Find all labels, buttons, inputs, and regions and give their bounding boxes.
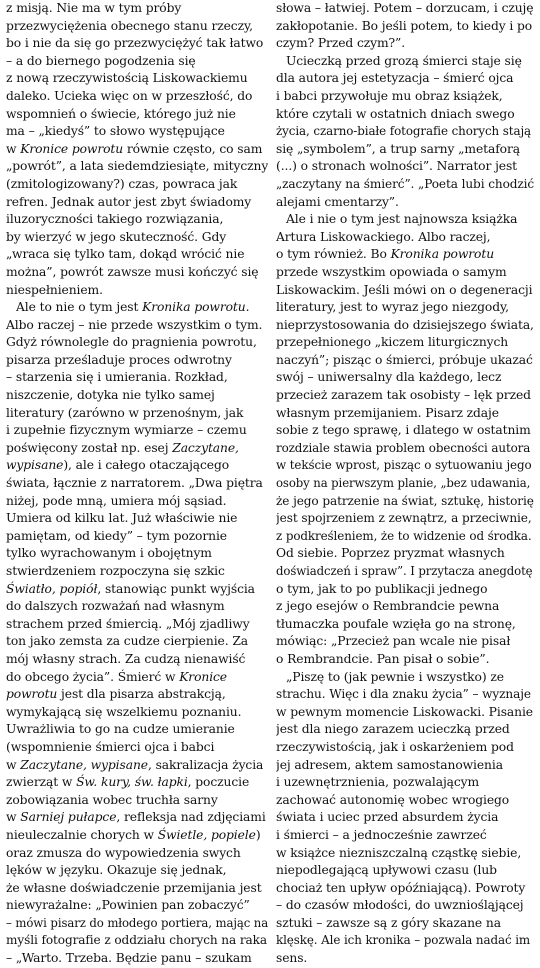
text-line: czym? Przed czym?”. [276, 36, 406, 51]
text-line: zakłopotanie. Bo jeśli potem, to kiedy i po [276, 18, 533, 33]
text-line: i babci przywołuje mu obraz książek, [276, 88, 503, 103]
text-line: (...) o stronach wolności”. Narrator jest [276, 159, 518, 174]
text-segment: zwierząt w [6, 775, 77, 790]
text-line: można”, powrót zawsze musi kończyć się [6, 264, 259, 279]
text-line [6, 669, 268, 687]
text-line: i śmierci – a jednocześnie zawrzeć [276, 827, 487, 842]
text-line: przezwyciężenia obecnego stanu rzeczy, [6, 18, 253, 33]
text-line: Umiera od kilku lat. Już właściwie nie [6, 511, 238, 526]
text-line: literatury, jest to wyraz jego niezgody, [276, 300, 509, 315]
text-line: jej adresem, aktem samostanowienia [276, 757, 503, 772]
italic-title: Zaczytane, wypisane [20, 757, 148, 772]
text-line: niszczenie, dotyka nie tylko samej [6, 388, 215, 403]
text-line [6, 141, 268, 159]
text-line: refren. Jednak autor jest zbyt świadomy [6, 194, 252, 209]
text-segment: nieuleczalnie chorych w [6, 827, 158, 842]
text-line: przecież zarazem tak osobisty – lęk przed [276, 388, 531, 403]
text-line [6, 457, 268, 475]
text-line: tłumaczka poufale wzięła go na stronę, [276, 616, 516, 631]
text-line: niewyrażalne: „Powinien pan zobaczyć” [6, 898, 250, 913]
text-line: w pewnym momencie Liskowacki. Pisanie [276, 704, 533, 719]
text-line: bo i nie da się go przezwyciężyć tak łatwo [6, 36, 264, 51]
text-line: dla autora jej estetyzacja – śmierć ojca [276, 71, 514, 86]
text-line [6, 809, 268, 827]
text-line: nieprzystosowania do dzisiejszego świata, [276, 317, 534, 332]
text-segment: w [6, 810, 21, 825]
text-segment: , refleksja nad zdjęciami [116, 810, 266, 825]
text-segment: . [245, 300, 250, 315]
text-line: klęskę. Ale ich kronika – pozwala nadać im [276, 933, 531, 948]
text-line: ma – „kiedyś” to słowo występujące [6, 124, 225, 139]
text-line: mój własny strach. Za cudzą nienawiść [6, 651, 246, 666]
text-line: iluzoryczności takiego rozwiązania, [6, 212, 224, 227]
text-segment: równie często, co sam [123, 141, 263, 156]
text-line: Liskowackim. Jeśli mówi on o degeneracji [276, 282, 533, 297]
text-segment: Ale to nie o tym jest [16, 300, 143, 315]
text-line: Albo raczej – nie przede wszystkim o tym. [6, 317, 263, 332]
text-line: osoby na pierwszym planie, „bez udawania, [276, 476, 531, 491]
text-line: rozdziale stawia problem obecności autora [276, 440, 531, 455]
text-line: własnym przemijaniem. Pisarz zdaje [276, 405, 499, 420]
text-line: niespełnieniem. [6, 282, 103, 297]
text-line: że jego patrzenie na świat, sztukę, historię [276, 493, 534, 508]
italic-title: Kronice powrotu [20, 141, 124, 156]
text-line: sens. [276, 951, 308, 966]
right-column [276, 0, 534, 968]
text-line: Artura Liskowackiego. Albo raczej, [276, 229, 491, 244]
text-line: naczyń”; pisząc o śmierci, próbuje ukazać [276, 352, 533, 367]
text-line: tylko wyrachowanym i obojętnym [6, 546, 212, 561]
text-segment: do obcego życia”. Śmierć w [6, 669, 180, 684]
text-line: się „symbolem”, a trup sarny „metaforą [276, 141, 520, 156]
italic-title: Kronice [179, 669, 227, 684]
text-line: życia, czarno-białe fotografie chorych stają [276, 124, 532, 139]
italic-title: Sarniej pułapce [20, 810, 117, 825]
text-line: niżej, pode mną, umiera mój sąsiad. [6, 493, 227, 508]
text-line [6, 774, 268, 792]
text-segment: ) [255, 827, 261, 842]
text-line: stwierdzeniem rozpoczyna się szkic [6, 564, 225, 578]
text-line: świata i uciec przed absurdem życia [276, 810, 499, 825]
text-line: w tekście wprost, pisząc o sytuowaniu jego [276, 458, 532, 473]
text-line: strachem przed śmiercią. „Mój zjadliwy [6, 616, 250, 631]
text-segment: , stanowiąc punkt wyjścia [97, 581, 255, 596]
text-line: słowa – łatwiej. Potem – dorzucam, i czuję [276, 1, 534, 15]
text-line: strachu. Więc i dla znaku życia” – wyznaje [276, 687, 531, 702]
text-line [6, 440, 268, 458]
text-line: zachować autonomię wobec wrogiego [276, 792, 510, 807]
italic-title: Kronika powrotu [390, 247, 495, 262]
text-line: które czytali w ostatnich dniach swego [276, 106, 515, 121]
text-line: w książce niezniszczalną cząstkę siebie, [276, 845, 522, 860]
text-line: jest spojrzeniem z zewnątrz, a przeciwnie, [276, 511, 532, 526]
text-segment: o tym również. Bo [276, 247, 391, 262]
text-line: pisarza prześladuje proces odwrotny [6, 352, 232, 367]
text-line: pamiętam, od kiedy” – tym pozornie [6, 528, 227, 543]
text-segment: ), ale i całego otaczającego [63, 458, 230, 473]
text-line: z jego esejów o Rembrandcie pewna [276, 599, 500, 614]
text-line: – „Warto. Trzeba. Będzie panu – szukam [6, 951, 252, 966]
text-line: Ucieczką przed grozą śmierci staje się [286, 53, 522, 68]
text-line: Od siebie. Poprzez pryzmat własnych [276, 546, 505, 561]
text-line: – do czasów młodości, do uwzniośląjącej [276, 898, 524, 913]
italic-title: Kronika powrotu [142, 300, 246, 315]
text-line: do dalszych rozważań nad własnym [6, 599, 225, 614]
text-line: „powrót”, a lata siedemdziesiąte, mityczny [6, 159, 268, 174]
text-line: oraz zmusza do wypowiedzenia swych [6, 845, 241, 860]
text-line: o Rembrandcie. Pan pisał o sobie”. [276, 651, 490, 666]
text-segment: w [6, 141, 21, 156]
text-line: (zmitologizowany?) czas, powraca jak [6, 176, 238, 191]
text-line [6, 827, 268, 845]
text-segment: jest dla pisarza abstrakcją, [57, 687, 226, 702]
text-line [6, 581, 268, 599]
text-line [276, 246, 534, 264]
text-line: rzeczywistością, jak i oskarżeniem pod [276, 739, 514, 754]
text-line: „wraca się tylko tam, dokąd wrócić nie [6, 247, 245, 262]
text-line: „zaczytany na śmierć”. „Poeta lubi chodzić [276, 176, 534, 191]
text-line: że własne doświadczenie przemijania jest [6, 880, 262, 895]
text-segment: poświęcony został np. esej [6, 440, 173, 455]
text-line: wymykającą się wszelkiemu poznaniu. [6, 704, 242, 719]
text-line: „Piszę to (jak pewnie i wszystko) ze [286, 669, 504, 684]
text-line: mówiąc: „Przecież pan wcale nie pisał [276, 634, 511, 649]
text-line: niepodlegającą upływowi czasu (lub [276, 863, 497, 878]
text-line: i uzewnętrznienia, pozwalającym [276, 775, 480, 790]
text-line: swój – uniwersalny dla każdego, lecz [276, 370, 502, 385]
text-line: i zupełnie fizycznym wymiarze – czemu [6, 423, 247, 438]
text-line [6, 757, 268, 775]
text-segment: w [6, 757, 21, 772]
italic-title: Świetle, popiele [157, 827, 256, 842]
text-line: myśli fotografie z oddziału chorych na raka [6, 933, 267, 948]
text-line: Ale i nie o tym jest najnowsza książka [286, 212, 518, 227]
text-line: – mówi pisarz do młodego portiera, mając na [6, 915, 268, 930]
text-line: literatury (zarówno w przenośnym, jak [6, 405, 244, 420]
text-line [6, 299, 268, 317]
text-line: Gdyż równolegle do pragnienia powrotu, [6, 335, 257, 350]
text-line: (wspomnienie śmierci ojca i babci [6, 739, 215, 754]
text-line: świata, łącznie z narratorem. „Dwa piętra [6, 476, 263, 491]
text-line: jest dla niego zarazem ucieczką przed [276, 722, 510, 737]
text-line [6, 686, 268, 704]
text-line: z misją. Nie ma w tym próby [6, 1, 182, 15]
italic-title: Św. kury, św. łapki [76, 775, 188, 790]
text-line: doświadczeń i spraw”. I przytacza anegdotę [276, 564, 533, 578]
text-line: by wierzyć w jego skuteczność. Gdy [6, 229, 227, 244]
text-line: z nową rzeczywistością Liskowackiemu [6, 71, 248, 86]
left-column [6, 0, 268, 968]
italic-title: Zaczytane, [172, 440, 239, 455]
italic-title: powrotu [6, 687, 58, 702]
text-line: zobowiązania wobec truchła sarny [6, 792, 218, 807]
text-line: wspomnień o świecie, którego już nie [6, 106, 236, 121]
text-segment: , sakralizacja życia [147, 757, 264, 772]
text-line: sztuki – zawsze są z góry skazane na [276, 915, 501, 930]
text-line: daleko. Ucieka więc on w przeszłość, do [6, 88, 253, 103]
text-line: lęków w języku. Okazuje się jednak, [6, 863, 227, 878]
text-line: Uwrażliwia to go na cudze umieranie [6, 722, 235, 737]
text-line: – a do biernego pogodzenia się [6, 53, 196, 68]
text-line: o tym, jak to po publikacji jednego [276, 581, 488, 596]
italic-title: Światło, popiół [6, 581, 98, 596]
text-line: ton jako zemsta za cudze cierpienie. Za [6, 634, 249, 649]
text-line: przede wszystkim opowiada o samym [276, 264, 507, 279]
text-line: – starzenia się i umierania. Rozkład, [6, 370, 228, 385]
text-line: z podkreśleniem, że to widzenie od środka. [276, 528, 532, 543]
text-segment: , poczucie [187, 775, 250, 790]
text-line: sobie z tego sprawę, i dlatego w ostatnim [276, 423, 531, 438]
text-line: chociaż ten upływ opóźniającą). Powroty [276, 880, 526, 895]
text-line: alejami cmentarzy”. [276, 194, 399, 209]
text-line: przepełnionego „kiczem liturgicznych [276, 335, 509, 350]
italic-title: wypisane [6, 458, 64, 473]
